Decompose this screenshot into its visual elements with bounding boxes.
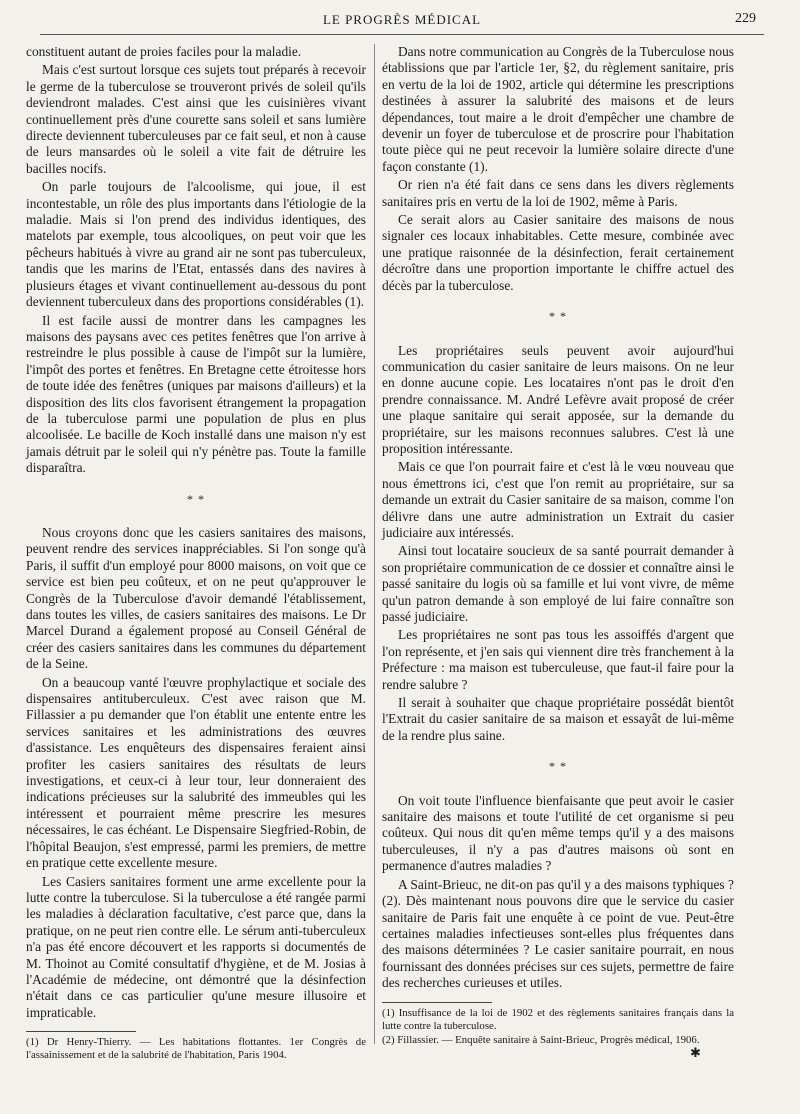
- paragraph: Mais ce que l'on pourrait faire et c'est là le vœu nouveau que nous émettrons ici, c'est que l'on remit au propriétaire, sur sa demande un extrait du Casier sanitaire de sa maison, comme l'on délivre dans une autre administration un Extrait du casier judiciaire aux intéressés.: [382, 459, 734, 540]
- paragraph: Or rien n'a été fait dans ce sens dans les divers règlements sanitaires pris en vertu de la loi de 1902, même à Paris.: [382, 177, 734, 209]
- right-column: [382, 44, 734, 1048]
- page-header: [40, 8, 764, 35]
- paragraph: Il est facile aussi de montrer dans les campagnes les maisons des paysans avec ces petites fenêtres que l'on arrive à restreindre le plus possible à cause de l'impôt sur la lumière, l'impôt des portes et fenêtres. En Bretagne cette étroitesse hors de toute idée des fenêtres (uniques par maisons d'ailleurs) et la disposition des lits clos favorisent étrangement la propagation de la tuberculose parmi une population de plus en plus alcoolisée. Le bacille de Koch installé dans une maison n'y est jamais détruit par le soleil qui n'y pénètre pas. Toute la famille disparaîtra.: [26, 312, 366, 476]
- paragraph: Il serait à souhaiter que chaque propriétaire possédât bientôt l'Extrait du casier sanitaire de sa maison et essayât de lui-même de la rendre plus saine.: [382, 695, 734, 743]
- section-separator: * *: [549, 309, 567, 324]
- footnote-rule: [26, 1031, 136, 1032]
- paragraph: Les propriétaires seuls peuvent avoir aujourd'hui communication du casier sanitaire de leurs maisons. On ne leur en donne aucune copie. Les locataires n'ont pas le droit d'en prendre connaissance. M. André Lefèvre avait proposé de créer une plaque sanitaire qui serait apposée, sur la demande du propriétaire, sur les maisons reconnues salubres. C'est là une proposition intéressante.: [382, 342, 734, 456]
- paragraph: constituent autant de proies faciles pour la maladie.: [26, 44, 302, 59]
- footnote-rule: [382, 1002, 492, 1003]
- section-separator: * *: [549, 759, 567, 774]
- star-ornament-icon: ✱: [690, 1046, 701, 1061]
- paragraph: Les Casiers sanitaires forment une arme excellente pour la lutte contre la tuberculose. Si la tuberculose a été rangée parmi les maladies à déclaration facultative, c'est parce que, dans la pratique, on ne peut rien contre elle. Le sérum anti-tuberculeux n'a pas été encore découvert et les rapports si documentés de M. Thoinot au Comité consultatif d'hygiène, et de M. Josias à l'Académie de médecine, ont démontré que la désinfection n'était dans ce cas particulier qu'une mesure illusoire et impraticable.: [26, 873, 366, 1020]
- footnotes-left: [26, 1036, 366, 1062]
- paragraph: Nous croyons donc que les casiers sanitaires des maisons, peuvent rendre des services inappréciables. Si l'on songe qu'à Paris, il suffit d'un employé pour 8000 maisons, on voit que ce service est bien peu coûteux, et on ne peut qu'approuver le Congrès de la Tuberculose d'avoir demandé l'établissement, dans toutes les villes, de casiers sanitaires des maisons. Le Dr Marcel Durand a également proposé au Conseil Général de créer des casiers sanitaires dans les communes du département de la Seine.: [26, 524, 366, 672]
- column-rule: [374, 44, 375, 1044]
- footnote: (2) Fillassier. — Enquête sanitaire à Saint-Brieuc, Progrès médical, 1906.: [382, 1033, 700, 1046]
- paragraph: A Saint-Brieuc, ne dit-on pas qu'il y a des maisons typhiques ? (2). Dès maintenant nous pouvons dire que le service du casier sanitaire de Paris fait une enquête à ce point de vue. Peut-être certaines maladies infectieuses sont-elles plus fréquentes dans des maisons déterminées ? Le casier sanitaire pourrait, en nous fournissant des données précises sur ces sujets, permettre de faire des recherches curieuses et utiles.: [382, 876, 734, 991]
- paragraph: Dans notre communication au Congrès de la Tuberculose nous établissions que par l'article 1er, §2, du règlement sanitaire, pris en vertu de la loi de 1902, article qui détermine les prescriptions destinées à assurer la salubrité des maisons et de leurs dépendances, tout maire a le droit d'empêcher une chambre de devenir un foyer de tuberculose et de proscrire pour l'habitation toute pièce qui ne peut recevoir la lumière solaire directe d'une façon constante (1).: [382, 44, 734, 174]
- section-separator: * *: [187, 491, 205, 506]
- left-column: [26, 44, 366, 1063]
- paragraph: Mais c'est surtout lorsque ces sujets tout préparés à recevoir le germe de la tuberculose se trouveront privés de soleil qu'ils deviendront malades. C'est ainsi que les cuisinières vivant continuellement près d'une courette sans soleil et sans lumière directe deviennent tuberculeuses par ce fait seul, et non à cause de leurs mansardes où le soleil a vite fait de détruire les bacilles nocifs.: [26, 62, 366, 176]
- footnote: (1) Dr Henry-Thierry. — Les habitations flottantes. 1er Congrès de l'assainissement et de la salubrité de l'habitation, Paris 1904.: [26, 1036, 366, 1062]
- paragraph: On parle toujours de l'alcoolisme, qui joue, il est incontestable, un rôle des plus importants dans l'étiologie de la maladie. Mais si l'on prend des individus identiques, des matelots par exemple, tous alcooliques, on peut voir que les pêcheurs habitués à vivre au grand air ne sont pas tuberculeux, tandis que les marins de l'Etat, entassés dans des navires à plusieurs étages et vivant continuellement au-dessous du pont deviennent tuberculeux dans des proportions considérables (1).: [26, 179, 366, 310]
- paragraph: Ainsi tout locataire soucieux de sa santé pourrait demander à son propriétaire communication de ce dossier et connaître ainsi le passé sanitaire du logis où sa famille et lui vont vivre, de même qu'un patron demande à son employé de lui faire connaître son passé judiciaire.: [382, 543, 734, 624]
- footnotes-right: [382, 1007, 734, 1047]
- paragraph: On a beaucoup vanté l'œuvre prophylactique et sociale des dispensaires antituberculeux. C'est avec raison que M. Fillassier a pu demander que l'on établit une entente entre les services sanitaires et les administrations des œuvres d'assistance. Les enquêteurs des dispensaires feraient ainsi profiter les casiers sanitaires des résultats de leurs investigations, et ceux-ci à leur tour, leur donneraient des indications précieuses sur la salubrité des immeubles qui les intéressent et pourraient même prescrire les mesures nécessaires, le cas échéant. Le Dispensaire Siegfried-Robin, de l'hôpital Beaujon, s'est empressé, parmi les premiers, de mettre en pratique cette excellente mesure.: [26, 674, 366, 871]
- footnote: (1) Insuffisance de la loi de 1902 et des règlements sanitaires français dans la lutte contre la tuberculose.: [382, 1006, 734, 1032]
- paragraph: On voit toute l'influence bienfaisante que peut avoir le casier sanitaire des maisons et toute l'utilité de cet organisme si peu coûteux. Qui nous dit qu'en même temps qu'il y a des maisons tuberculeuses, il n'y a pas d'autres maisons où sont en permanence d'autres maladies ?: [382, 792, 734, 874]
- running-head: LE PROGRÈS MÉDICAL: [322, 12, 482, 27]
- paragraph: Ce serait alors au Casier sanitaire des maisons de nous signaler ces locaux inhabitables. Cette mesure, combinée avec une pratique raisonnée de la désinfection, ferait certainement décroître dans une proportion importante le chiffre actuel des décès par la tuberculose.: [382, 212, 734, 293]
- paragraph: Les propriétaires ne sont pas tous les assoiffés d'argent que l'on représente, et j'en sais qui viennent dire très franchement à la Préfecture : ma maison est tuberculeuse, que faut-il faire pour la rendre salubre ?: [382, 627, 734, 692]
- page-number: 229: [735, 11, 756, 26]
